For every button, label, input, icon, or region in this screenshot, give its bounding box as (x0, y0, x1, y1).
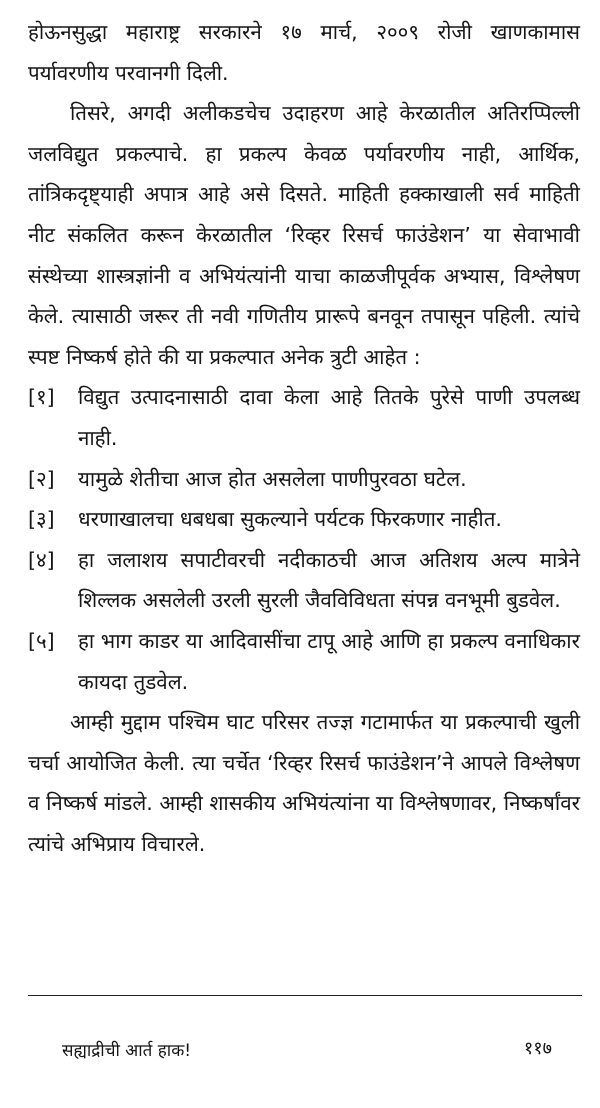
list-item-text: विद्युत उत्पादनासाठी दावा केला आहे तितके पुरेसे पाणी उपलब्ध नाही. (78, 385, 580, 450)
list-item-text: हा भाग काडर या आदिवासींचा टापू आहे आणि हा प्रकल्प वनाधिकार कायदा तुडवेल. (78, 628, 580, 694)
list-marker: [४] (28, 547, 55, 572)
paragraph-continuation: होऊनसुद्धा महाराष्ट्र सरकारने १७ मार्च, २००९ रोजी खाणकामास पर्यावरणीय परवानगी दिली. (28, 20, 580, 85)
list-item-text: यामुळे शेतीचा आज होत असलेला पाणीपुरवठा घटेल. (78, 466, 467, 491)
list-item-text: धरणाखालचा धबधबा सुकल्याने पर्यटक फिरकणार नाहीत. (78, 507, 502, 532)
footer-divider (28, 995, 582, 996)
list-item (28, 621, 580, 702)
page-number: ११७ (523, 1038, 552, 1059)
list-marker: [२] (28, 466, 55, 491)
running-footer-title: सह्याद्रीची आर्त हाक! (62, 1041, 192, 1061)
list-item (28, 377, 580, 458)
list-item (28, 540, 580, 621)
list-item (28, 499, 580, 540)
list-item-text: हा जलाशय सपाटीवरची नदीकाठची आज अतिशय अल्प मात्रेने शिल्लक असलेली उरली सुरली जैवविविधता संपन्न वनभूमी बुडवेल. (78, 547, 580, 613)
shortcomings-list (28, 377, 580, 702)
page-body (28, 12, 580, 864)
paragraph-athirappilly-example: तिसरे, अगदी अलीकडचेच उदाहरण आहे केरळातील अतिरप्पिल्ली जलविद्युत प्रकल्पाचे. हा प्रकल्प केवळ पर्यावरणीय नाही, आर्थिक, तांत्रिकदृष्ट्याही अपात्र आहे असे दिसते. माहिती हक्काखाली सर्व माहिती नीट संकलित करून केरळातील ‘रिव्हर रिसर्च फाउंडेशन’ या सेवाभावी संस्थेच्या शास्त्रज्ञांनी व अभियंत्यांनी याचा काळजीपूर्वक अभ्यास, विश्लेषण केले. त्यासाठी जरूर ती नवी गणितीय प्रारूपे बनवून तपासून पहिली. त्यांचे स्पष्ट निष्कर्ष होते की या प्रकल्पात अनेक त्रुटी आहेत : (28, 101, 580, 369)
list-marker: [३] (28, 507, 55, 532)
list-item (28, 459, 580, 500)
list-marker: [५] (28, 628, 55, 653)
list-marker: [१] (28, 385, 55, 410)
paragraph-expert-panel-discussion: आम्ही मुद्दाम पश्चिम घाट परिसर तज्ज्ञ गटामार्फत या प्रकल्पाची खुली चर्चा आयोजित केली. त्या चर्चेत ‘रिव्हर रिसर्च फाउंडेशन’ने आपले विश्लेषण व निष्कर्ष मांडले. आम्ही शासकीय अभियंत्यांना या विश्लेषणावर, निष्कर्षांवर त्यांचे अभिप्राय विचारले. (28, 710, 580, 856)
